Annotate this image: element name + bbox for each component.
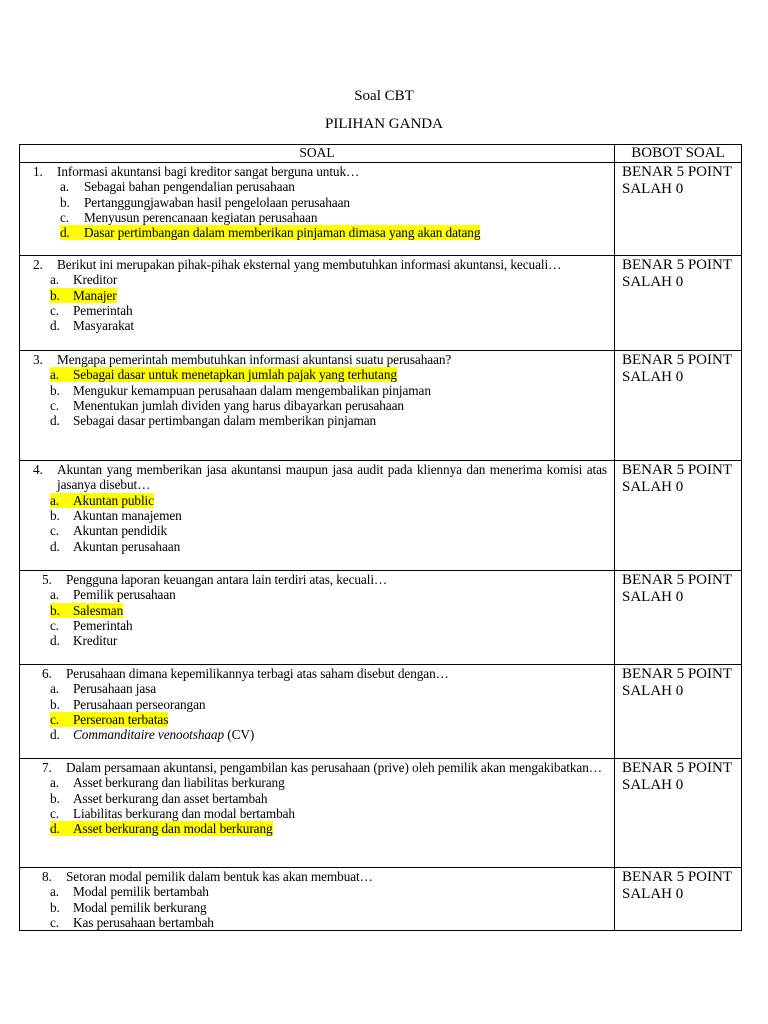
option-text: Kreditur bbox=[73, 633, 118, 649]
answer-option[interactable] bbox=[50, 383, 431, 398]
answer-option[interactable] bbox=[50, 603, 123, 618]
option-content bbox=[50, 508, 182, 523]
question-text: Perusahaan dimana kepemilikannya terbagi atas saham disebut dengan… bbox=[66, 666, 449, 681]
answer-option[interactable] bbox=[50, 791, 267, 806]
option-letter: b. bbox=[50, 287, 60, 303]
score-cell bbox=[615, 665, 741, 700]
option-text: Kas perusahaan bertambah bbox=[73, 914, 214, 930]
option-letter: b. bbox=[50, 602, 60, 618]
answer-option[interactable] bbox=[50, 633, 117, 648]
answer-option[interactable] bbox=[50, 821, 273, 836]
score-cell bbox=[615, 759, 741, 794]
option-letter: c. bbox=[50, 711, 60, 727]
option-text: Masyarakat bbox=[73, 318, 135, 334]
option-content bbox=[50, 383, 431, 398]
answer-option[interactable] bbox=[50, 523, 167, 538]
option-text: Pertanggungjawaban hasil pengelolaan perusahaan bbox=[84, 194, 350, 210]
correct-answer-highlight bbox=[50, 603, 123, 618]
option-content bbox=[50, 791, 267, 806]
answer-option[interactable] bbox=[50, 288, 117, 303]
question-number: 2. bbox=[33, 257, 43, 272]
option-text: Liabilitas berkurang dan modal bertambah bbox=[73, 805, 295, 821]
correct-answer-highlight bbox=[50, 288, 117, 303]
option-letter: c. bbox=[50, 397, 60, 413]
score-salah: SALAH 0 bbox=[622, 181, 684, 197]
score-benar: BENAR 5 POINT bbox=[622, 666, 733, 682]
option-text: Akuntan public bbox=[73, 492, 154, 508]
question-text: Pengguna laporan keuangan antara lain terdiri atas, kecuali… bbox=[66, 572, 388, 587]
option-text: Modal pemilik berkurang bbox=[73, 899, 207, 915]
option-text: Asset berkurang dan asset bertambah bbox=[73, 790, 268, 806]
answer-option[interactable] bbox=[50, 712, 168, 727]
option-letter: d. bbox=[60, 225, 70, 241]
option-letter: b. bbox=[50, 696, 60, 712]
answer-option[interactable] bbox=[50, 900, 207, 915]
question-number: 3. bbox=[33, 352, 43, 367]
option-letter: c. bbox=[50, 523, 60, 539]
option-letter: a. bbox=[50, 775, 60, 791]
question-row bbox=[20, 758, 741, 867]
option-text: Mengukur kemampuan perusahaan dalam mengembalikan pinjaman bbox=[73, 382, 431, 398]
option-text: Sebagai dasar pertimbangan dalam memberikan pinjaman bbox=[73, 413, 377, 429]
option-content bbox=[50, 915, 214, 930]
option-italic-text: Commanditaire venootshaap bbox=[73, 727, 225, 743]
option-text: Akuntan perusahaan bbox=[73, 538, 181, 554]
answer-option[interactable] bbox=[50, 493, 154, 508]
option-text: Manajer bbox=[73, 287, 117, 303]
option-text: Sebagai dasar untuk menetapkan jumlah pajak yang terhutang bbox=[73, 367, 397, 383]
answer-option[interactable] bbox=[50, 915, 214, 930]
option-text: Menentukan jumlah dividen yang harus dibayarkan perusahaan bbox=[73, 397, 404, 413]
score-benar: BENAR 5 POINT bbox=[622, 760, 733, 776]
answer-option[interactable] bbox=[50, 367, 397, 382]
answer-option[interactable] bbox=[50, 508, 182, 523]
table-header bbox=[20, 145, 741, 162]
question-cell bbox=[20, 461, 615, 570]
option-text: Dasar pertimbangan dalam memberikan pinjaman dimasa yang akan datang bbox=[84, 225, 481, 241]
answer-option[interactable] bbox=[50, 587, 176, 602]
question-number: 5. bbox=[42, 572, 52, 587]
question-row bbox=[20, 350, 741, 460]
answer-option[interactable] bbox=[50, 806, 295, 821]
option-text: Pemerintah bbox=[73, 302, 133, 318]
option-text: Akuntan pendidik bbox=[73, 523, 168, 539]
option-letter: c. bbox=[50, 914, 60, 930]
correct-answer-highlight bbox=[60, 225, 480, 240]
option-content bbox=[50, 884, 209, 899]
option-letter: d. bbox=[50, 413, 60, 429]
option-content bbox=[50, 413, 376, 428]
question-row bbox=[20, 162, 741, 255]
option-letter: a. bbox=[60, 179, 70, 195]
score-salah: SALAH 0 bbox=[622, 777, 684, 793]
score-benar: BENAR 5 POINT bbox=[622, 352, 733, 368]
option-content bbox=[50, 398, 404, 413]
option-letter: a. bbox=[50, 272, 60, 288]
option-content bbox=[50, 272, 117, 287]
answer-option[interactable] bbox=[50, 618, 133, 633]
score-cell bbox=[615, 868, 741, 903]
option-letter: a. bbox=[50, 681, 60, 697]
score-benar: BENAR 5 POINT bbox=[622, 164, 733, 180]
score-salah: SALAH 0 bbox=[622, 683, 684, 699]
option-letter: c. bbox=[50, 617, 60, 633]
score-cell bbox=[615, 571, 741, 606]
option-content bbox=[50, 806, 295, 821]
score-salah: SALAH 0 bbox=[622, 274, 684, 290]
question-number: 6. bbox=[42, 666, 52, 681]
option-text: (CV) bbox=[224, 727, 255, 743]
question-cell bbox=[20, 351, 615, 460]
score-cell bbox=[615, 461, 741, 496]
score-salah: SALAH 0 bbox=[622, 369, 684, 385]
option-content bbox=[50, 587, 176, 602]
document-title: Soal CBT bbox=[354, 88, 414, 104]
correct-answer-highlight bbox=[50, 821, 273, 836]
option-text: Perseroan terbatas bbox=[73, 711, 169, 727]
option-content bbox=[50, 318, 134, 333]
option-content bbox=[50, 900, 207, 915]
option-text: Sebagai bahan pengendalian perusahaan bbox=[84, 179, 295, 195]
score-cell bbox=[615, 163, 741, 198]
answer-option[interactable] bbox=[50, 884, 209, 899]
option-text: Modal pemilik bertambah bbox=[73, 884, 209, 900]
option-text: Kreditor bbox=[73, 272, 118, 288]
question-cell bbox=[20, 665, 615, 758]
option-content bbox=[60, 210, 317, 225]
option-content bbox=[50, 523, 167, 538]
question-number: 4. bbox=[33, 462, 43, 477]
question-number: 7. bbox=[42, 760, 52, 775]
option-content bbox=[50, 539, 180, 554]
option-letter: c. bbox=[60, 209, 70, 225]
option-letter: c. bbox=[50, 302, 60, 318]
option-text: Asset berkurang dan liabilitas berkurang bbox=[73, 775, 285, 791]
option-letter: c. bbox=[50, 805, 60, 821]
answer-option[interactable] bbox=[50, 318, 134, 333]
option-text: Perusahaan jasa bbox=[73, 681, 157, 697]
question-cell bbox=[20, 868, 615, 930]
question-number: 1. bbox=[33, 164, 43, 179]
option-letter: d. bbox=[50, 633, 60, 649]
answer-option[interactable] bbox=[50, 303, 133, 318]
option-letter: b. bbox=[50, 790, 60, 806]
option-content bbox=[50, 775, 285, 790]
question-cell bbox=[20, 256, 615, 350]
question-row bbox=[20, 255, 741, 350]
option-letter: d. bbox=[50, 821, 60, 837]
option-letter: b. bbox=[50, 382, 60, 398]
answer-option[interactable] bbox=[60, 195, 350, 210]
option-letter: b. bbox=[50, 507, 60, 523]
option-letter: a. bbox=[50, 367, 60, 383]
score-benar: BENAR 5 POINT bbox=[622, 462, 733, 478]
score-cell bbox=[615, 351, 741, 386]
option-content bbox=[50, 633, 117, 648]
correct-answer-highlight bbox=[50, 367, 397, 382]
question-text: Akuntan yang memberikan jasa akuntansi maupun jasa audit pada kliennya dan menerima komisi atas jasanya disebut… bbox=[57, 462, 607, 493]
question-text: Dalam persamaan akuntansi, pengambilan kas perusahaan (prive) oleh pemilik akan mengakibatkan… bbox=[66, 760, 602, 775]
option-content bbox=[60, 179, 295, 194]
option-text: Akuntan manajemen bbox=[73, 507, 182, 523]
option-content bbox=[50, 681, 156, 696]
score-cell bbox=[615, 256, 741, 291]
question-text: Informasi akuntansi bagi kreditor sangat berguna untuk… bbox=[57, 164, 360, 179]
answer-option[interactable] bbox=[50, 272, 117, 287]
score-benar: BENAR 5 POINT bbox=[622, 257, 733, 273]
answer-option[interactable] bbox=[50, 413, 376, 428]
option-text: Salesman bbox=[73, 602, 124, 618]
option-letter: b. bbox=[60, 194, 70, 210]
question-number: 8. bbox=[42, 869, 52, 884]
option-content bbox=[50, 303, 133, 318]
answer-option[interactable] bbox=[50, 727, 254, 742]
question-cell bbox=[20, 163, 615, 255]
option-text: Asset berkurang dan modal berkurang bbox=[73, 821, 273, 837]
question-table bbox=[19, 144, 742, 931]
option-content bbox=[50, 618, 133, 633]
question-text: Berikut ini merupakan pihak-pihak eksternal yang membutuhkan informasi akuntansi, kecuali… bbox=[57, 257, 562, 272]
score-salah: SALAH 0 bbox=[622, 886, 684, 902]
question-text: Mengapa pemerintah membutuhkan informasi akuntansi suatu perusahaan? bbox=[57, 352, 452, 367]
option-text: Perusahaan perseorangan bbox=[73, 696, 206, 712]
option-text: Menyusun perencanaan kegiatan perusahaan bbox=[84, 209, 318, 225]
option-letter: d. bbox=[50, 318, 60, 334]
header-bobot: BOBOT SOAL bbox=[631, 145, 725, 161]
question-row bbox=[20, 664, 741, 758]
answer-option[interactable] bbox=[50, 775, 285, 790]
question-row bbox=[20, 867, 741, 930]
question-row bbox=[20, 460, 741, 570]
question-text: Setoran modal pemilik dalam bentuk kas akan membuat… bbox=[66, 869, 373, 884]
answer-option[interactable] bbox=[60, 179, 295, 194]
option-letter: a. bbox=[50, 884, 60, 900]
score-salah: SALAH 0 bbox=[622, 589, 684, 605]
option-content bbox=[60, 195, 350, 210]
score-benar: BENAR 5 POINT bbox=[622, 572, 733, 588]
score-benar: BENAR 5 POINT bbox=[622, 869, 733, 885]
option-letter: b. bbox=[50, 899, 60, 915]
document-subtitle: PILIHAN GANDA bbox=[325, 116, 443, 132]
header-soal: SOAL bbox=[20, 145, 615, 162]
option-content bbox=[50, 727, 254, 742]
answer-option[interactable] bbox=[60, 225, 480, 240]
answer-option[interactable] bbox=[50, 697, 205, 712]
answer-option[interactable] bbox=[50, 398, 404, 413]
option-content bbox=[50, 697, 205, 712]
answer-option[interactable] bbox=[60, 210, 317, 225]
option-text: Pemerintah bbox=[73, 617, 133, 633]
option-letter: d. bbox=[50, 538, 60, 554]
correct-answer-highlight bbox=[50, 712, 168, 727]
answer-option[interactable] bbox=[50, 681, 156, 696]
option-text: Pemilik perusahaan bbox=[73, 587, 176, 603]
answer-option[interactable] bbox=[50, 539, 180, 554]
question-cell bbox=[20, 571, 615, 664]
option-letter: a. bbox=[50, 587, 60, 603]
question-cell bbox=[20, 759, 615, 867]
option-letter: a. bbox=[50, 492, 60, 508]
question-row bbox=[20, 570, 741, 664]
score-salah: SALAH 0 bbox=[622, 479, 684, 495]
correct-answer-highlight bbox=[50, 493, 154, 508]
option-letter: d. bbox=[50, 727, 60, 743]
